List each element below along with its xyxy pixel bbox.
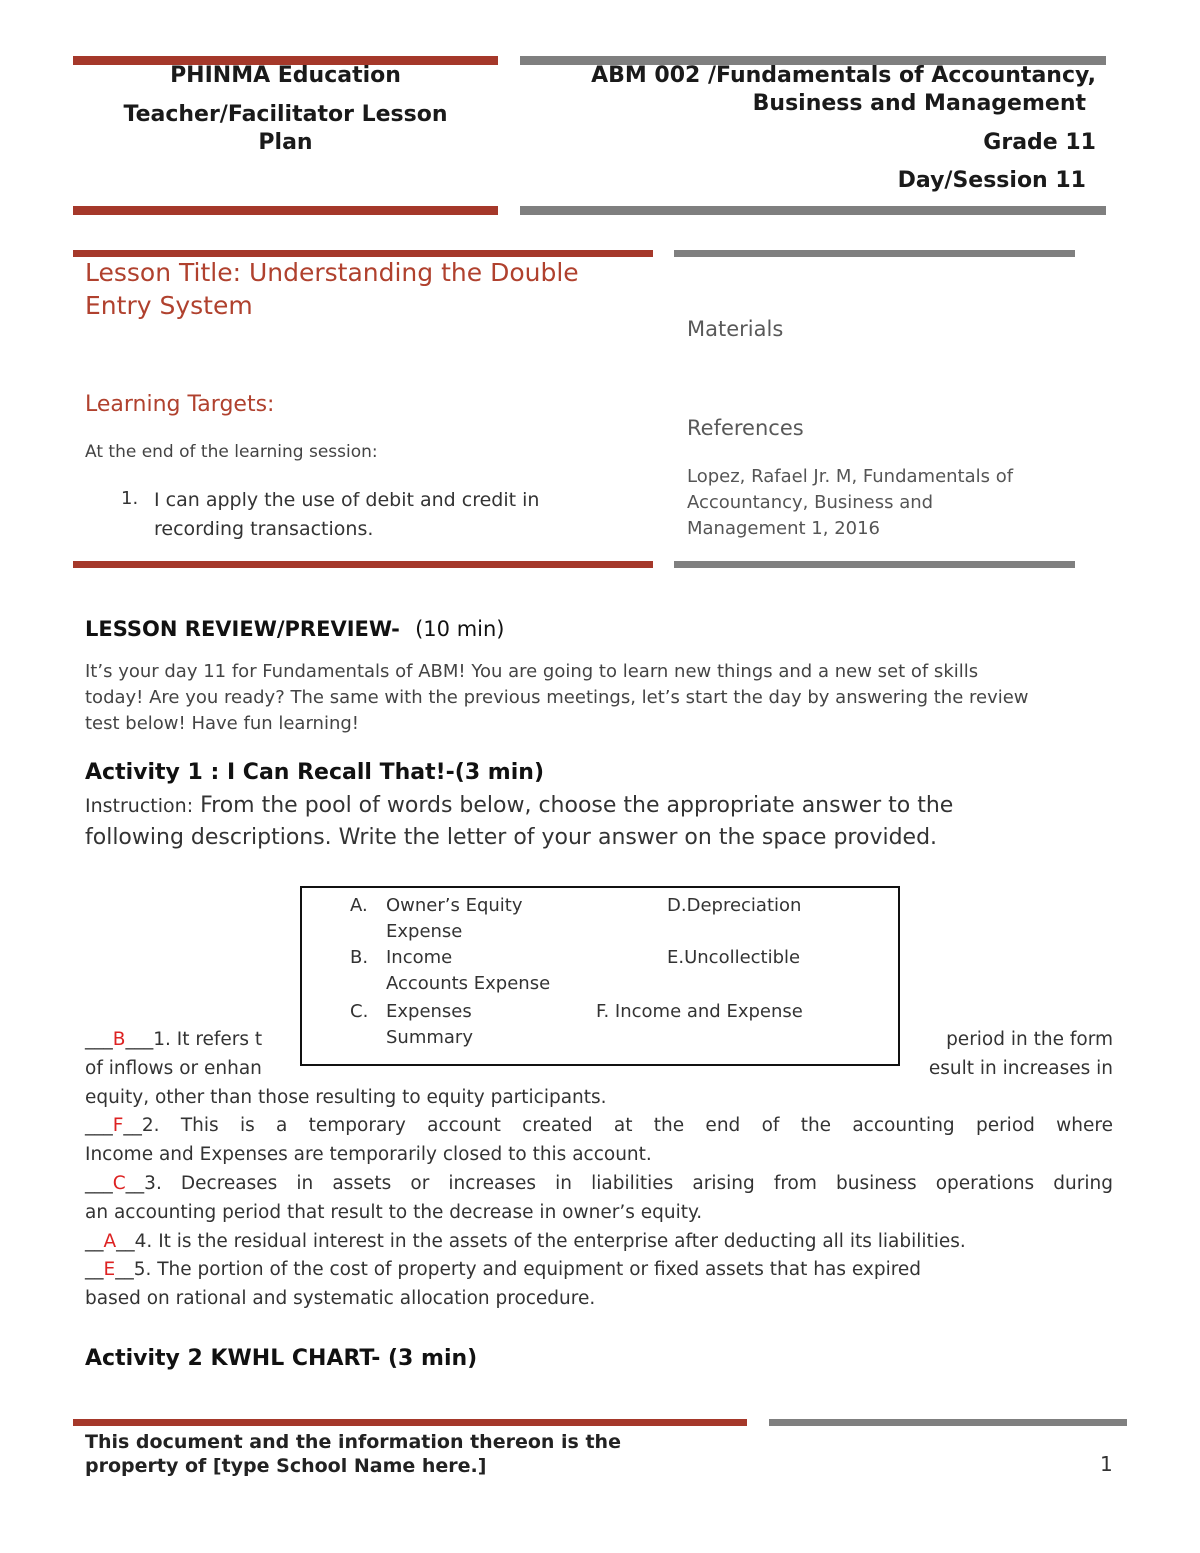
header-right-block — [520, 62, 1096, 195]
footer-left-rule — [73, 1419, 747, 1426]
targets-intro: At the end of the learning session: — [85, 442, 378, 462]
option-a-text: Owner’s Equity Expense — [386, 895, 523, 942]
target-number: 1. — [121, 488, 139, 509]
footer-notice: This document and the information thereon is the property of [type School Name here.] — [85, 1431, 621, 1477]
question-5: __E__5. The portion of the cost of property and equipment or fixed assets that has expired based on rational and systematic allocation procedure. — [85, 1259, 922, 1309]
activity1-instruction: Instruction: From the pool of words below, choose the appropriate answer to the following descriptions. Write the letter of your answer on the space provided. — [85, 793, 954, 850]
grade-label: Grade 11 — [983, 130, 1096, 155]
answer-3: C — [112, 1173, 126, 1194]
review-duration: (10 min) — [415, 617, 505, 641]
option-c-text: Expenses Summary — [386, 1001, 473, 1048]
answer-5: E — [103, 1259, 116, 1280]
activity1-title: Activity 1 : I Can Recall That!-(3 min) — [85, 760, 544, 785]
option-c-letter: C. — [350, 1001, 369, 1022]
option-b-text: Income Accounts Expense — [386, 947, 551, 994]
course-title-line1: ABM 002 /Fundamentals of Accountancy, — [591, 63, 1096, 88]
course-title-line2: Business and Management — [752, 91, 1086, 116]
header-left-bottom-rule — [73, 206, 498, 215]
option-f: F. Income and Expense — [596, 1001, 803, 1022]
sidebar-bottom-rule — [674, 561, 1075, 568]
learning-targets-heading: Learning Targets: — [85, 392, 275, 417]
question-3: ___C__3. Decreases in assets or increases in liabilities arising from business operations during an accounting period that result to the decrease in owner’s equity. — [85, 1173, 1113, 1223]
question-2: ___F__2. This is a temporary account created at the end of the accounting period where Income and Expenses are temporarily closed to this account. — [85, 1115, 1113, 1165]
activity2-title: Activity 2 KWHL CHART- (3 min) — [85, 1346, 478, 1371]
footer-right-rule — [769, 1419, 1127, 1426]
review-paragraph: It’s your day 11 for Fundamentals of ABM! You are going to learn new things and a new set of skills today! Are you ready? The same with the previous meetings, let’s start the day by answering the review test below! Have fun learning! — [85, 661, 1029, 734]
question-1: ___B___1. It refers t period in the form of inflows or enhan esult in increases in equity, other than those resulting to equity participants. — [85, 1029, 1113, 1108]
header-right-bottom-rule — [520, 206, 1106, 215]
target-item-1: 1. I can apply the use of debit and credit in recording transactions. — [121, 488, 540, 540]
lesson-bottom-rule — [73, 561, 653, 568]
lesson-title: Lesson Title: Understanding the Double Entry System — [85, 258, 579, 320]
sidebar-top-rule — [674, 250, 1075, 257]
doc-type-line1: Teacher/Facilitator Lesson — [123, 102, 448, 127]
option-b-letter: B. — [350, 947, 369, 968]
instruction-label: Instruction: — [85, 795, 194, 817]
references-heading: References — [687, 416, 804, 440]
answer-2: F — [112, 1115, 124, 1136]
option-a-letter: A. — [350, 895, 368, 916]
question-4: __A__4. It is the residual interest in the assets of the enterprise after deducting all its liabilities. — [85, 1231, 966, 1252]
doc-type-line2: Plan — [258, 130, 313, 155]
review-heading: LESSON REVIEW/PREVIEW- (10 min) — [85, 617, 505, 641]
answer-1: B — [112, 1029, 126, 1050]
org-name: PHINMA Education — [170, 63, 401, 88]
word-pool-box — [300, 886, 900, 1066]
reference-entry: Lopez, Rafael Jr. M, Fundamentals of Accountancy, Business and Management 1, 2016 — [687, 466, 1014, 539]
header-left-block — [73, 62, 498, 157]
page-number: 1 — [1100, 1452, 1113, 1476]
option-e: E.Uncollectible — [667, 947, 801, 968]
materials-heading: Materials — [687, 317, 784, 341]
session-label: Day/Session 11 — [897, 168, 1086, 193]
option-d: D.Depreciation — [667, 895, 802, 916]
answer-4: A — [103, 1231, 117, 1252]
